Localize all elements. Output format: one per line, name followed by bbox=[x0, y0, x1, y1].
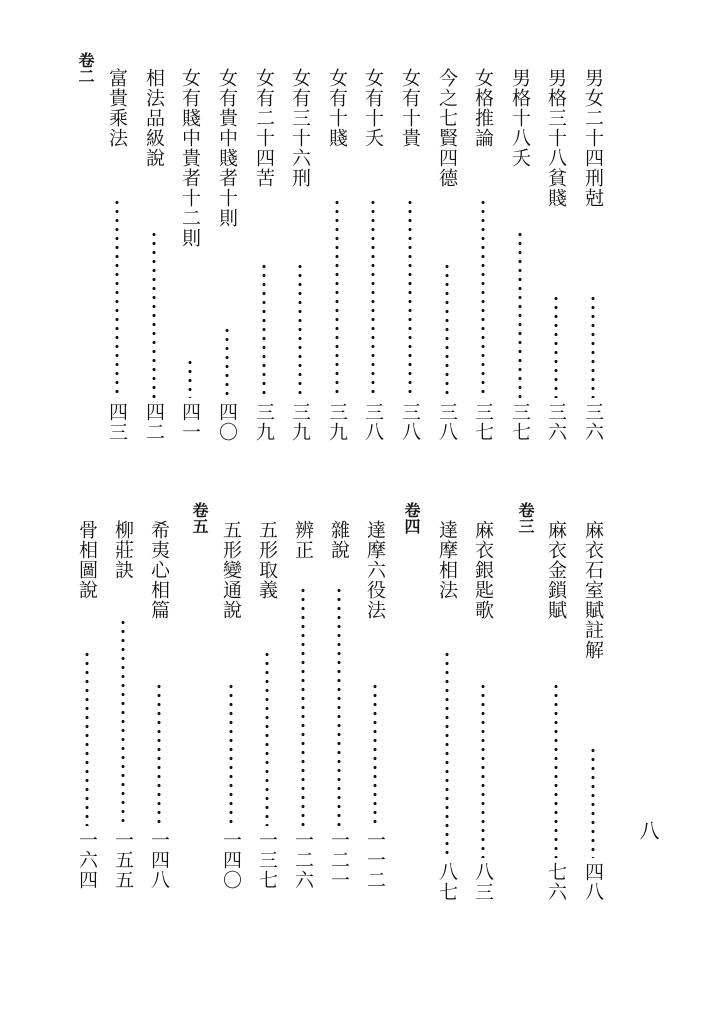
toc-entry-title: 女有十賤 bbox=[326, 68, 348, 148]
toc-entry bbox=[505, 68, 535, 466]
toc-entry bbox=[468, 68, 498, 466]
toc-entry bbox=[175, 68, 205, 466]
toc-entry-title: 男格三十八貧賤 bbox=[545, 68, 567, 208]
dot-leader bbox=[225, 326, 229, 398]
dot-leader bbox=[445, 262, 449, 398]
toc-entry-title: 骨相圖說 bbox=[76, 520, 98, 600]
toc-entry-page: 八七 bbox=[436, 862, 458, 902]
toc-entry-title: 男女二十四刑尅 bbox=[582, 68, 604, 208]
dot-leader bbox=[591, 746, 595, 858]
toc-entry-page: 四一 bbox=[179, 402, 201, 442]
dot-leader bbox=[298, 262, 302, 398]
dot-leader bbox=[408, 198, 412, 398]
toc-entry-title: 女有三十六刑 bbox=[289, 68, 311, 188]
toc-entry bbox=[212, 68, 242, 466]
toc-entry-page: 一四八 bbox=[148, 830, 170, 890]
dot-leader bbox=[301, 586, 305, 826]
toc-entry bbox=[395, 68, 425, 466]
toc-entry bbox=[432, 520, 462, 926]
dot-leader bbox=[85, 650, 89, 826]
toc-entry-page: 一二一 bbox=[328, 830, 350, 890]
toc-entry-page: 三八 bbox=[362, 402, 384, 442]
dot-leader bbox=[335, 198, 339, 398]
dot-leader bbox=[152, 230, 156, 398]
toc-entry bbox=[578, 520, 608, 926]
dot-leader bbox=[188, 358, 192, 398]
dot-leader bbox=[157, 682, 161, 826]
toc-entry bbox=[144, 520, 174, 926]
section-heading: 卷二 bbox=[76, 52, 95, 84]
toc-entry-page: 四二 bbox=[143, 402, 165, 442]
toc-entry bbox=[139, 68, 169, 466]
toc-entry-title: 麻衣石室賦註解 bbox=[582, 520, 604, 660]
page-number: 八 bbox=[636, 820, 660, 840]
toc-entry-title: 柳莊訣 bbox=[112, 520, 134, 580]
toc-entry-page: 七六 bbox=[545, 862, 567, 902]
toc-entry-title: 希夷心相篇 bbox=[148, 520, 170, 620]
dot-leader bbox=[481, 198, 485, 398]
toc-entry bbox=[252, 520, 282, 926]
toc-entry-page: 一一二 bbox=[364, 830, 386, 890]
toc-entry-title: 麻衣銀匙歌 bbox=[472, 520, 494, 620]
toc-entry bbox=[322, 68, 352, 466]
toc-entry-title: 女有十夭 bbox=[362, 68, 384, 148]
dot-leader bbox=[121, 618, 125, 826]
dot-leader bbox=[518, 230, 522, 398]
toc-entry-page: 三九 bbox=[289, 402, 311, 442]
toc-entry-title: 麻衣金鎖賦 bbox=[545, 520, 567, 620]
toc-entry bbox=[578, 68, 608, 466]
toc-entry-title: 女有貴中賤者十則 bbox=[216, 68, 238, 228]
toc-entry-page: 一三七 bbox=[256, 830, 278, 890]
toc-entry-title: 男格十八夭 bbox=[509, 68, 531, 168]
toc-entry-title: 相法品級說 bbox=[143, 68, 165, 168]
dot-leader bbox=[229, 682, 233, 826]
toc-entry-page: 三八 bbox=[399, 402, 421, 442]
toc-entry bbox=[541, 520, 571, 926]
toc-entry bbox=[285, 68, 315, 466]
toc-entry-page: 一二六 bbox=[292, 830, 314, 890]
section-heading: 卷五 bbox=[190, 502, 209, 534]
toc-entry-title: 女格推論 bbox=[472, 68, 494, 148]
dot-leader bbox=[445, 650, 449, 858]
toc-entry-title: 女有賤中貴者十二則 bbox=[179, 68, 201, 248]
section-heading: 卷三 bbox=[516, 502, 535, 534]
toc-entry bbox=[358, 68, 388, 466]
dot-leader bbox=[115, 198, 119, 398]
toc-entry-page: 八三 bbox=[472, 862, 494, 902]
toc-entry-title: 女有二十四苦 bbox=[253, 68, 275, 188]
toc-entry-title: 女有十貴 bbox=[399, 68, 421, 148]
toc-entry bbox=[432, 68, 462, 466]
toc-entry bbox=[360, 520, 390, 926]
dot-leader bbox=[262, 262, 266, 398]
toc-entry-title: 富貴乘法 bbox=[106, 68, 128, 148]
toc-entry bbox=[468, 520, 498, 926]
toc-entry-page: 四八 bbox=[582, 862, 604, 902]
toc-entry-page: 三九 bbox=[326, 402, 348, 442]
dot-leader bbox=[371, 198, 375, 398]
toc-entry-title: 五形取義 bbox=[256, 520, 278, 600]
toc-entry-page: 一五五 bbox=[112, 830, 134, 890]
toc-entry-page: 三九 bbox=[253, 402, 275, 442]
dot-leader bbox=[554, 294, 558, 398]
toc-entry-title: 達摩六役法 bbox=[364, 520, 386, 620]
toc-entry bbox=[324, 520, 354, 926]
toc-entry-page: 三七 bbox=[472, 402, 494, 442]
toc-entry bbox=[249, 68, 279, 466]
toc-entry-page: 一四〇 bbox=[220, 830, 242, 890]
toc-entry bbox=[108, 520, 138, 926]
dot-leader bbox=[481, 682, 485, 858]
toc-entry-title: 達摩相法 bbox=[436, 520, 458, 600]
dot-leader bbox=[591, 294, 595, 398]
toc-entry bbox=[72, 520, 102, 926]
toc-entry bbox=[216, 520, 246, 926]
toc-entry bbox=[102, 68, 132, 466]
toc-entry-page: 三六 bbox=[582, 402, 604, 442]
toc-entry-page: 四三 bbox=[106, 402, 128, 442]
dot-leader bbox=[265, 650, 269, 826]
dot-leader bbox=[373, 682, 377, 826]
toc-entry-title: 雜說 bbox=[328, 520, 350, 560]
toc-entry-title: 辨正 bbox=[292, 520, 314, 560]
section-heading: 卷四 bbox=[402, 502, 421, 534]
toc-entry-title: 今之七賢四德 bbox=[436, 68, 458, 188]
toc-entry bbox=[541, 68, 571, 466]
toc-entry-page: 三七 bbox=[509, 402, 531, 442]
toc-entry bbox=[288, 520, 318, 926]
dot-leader bbox=[337, 586, 341, 826]
toc-entry-page: 四〇 bbox=[216, 402, 238, 442]
toc-entry-page: 一六四 bbox=[76, 830, 98, 890]
toc-entry-title: 五形變通說 bbox=[220, 520, 242, 620]
dot-leader bbox=[554, 682, 558, 858]
toc-entry-page: 三八 bbox=[436, 402, 458, 442]
toc-entry-page: 三六 bbox=[545, 402, 567, 442]
